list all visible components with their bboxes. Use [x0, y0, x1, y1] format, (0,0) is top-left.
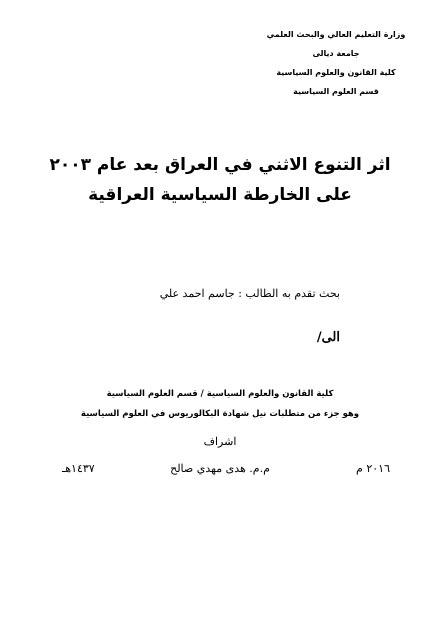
- submission-statement: [40, 384, 400, 424]
- supervisor-name: م.م. هدى مهدي صالح: [170, 462, 270, 475]
- title-line-1: اثر التنوع الاثني في العراق بعد عام ٢٠٠٣: [49, 155, 391, 175]
- thesis-title: [20, 150, 420, 210]
- submission-line-2: وهو جزء من متطلبات نيل شهادة البكالوريوس في العلوم السياسية: [80, 409, 360, 419]
- supervision-label: اشراف: [203, 435, 237, 448]
- college-name: كلية القانون والعلوم السياسية: [276, 68, 396, 77]
- researcher-line: بحث تقدم به الطالب : جاسم احمد علي: [159, 287, 340, 300]
- institution-header: [256, 30, 416, 106]
- signature-row: [50, 462, 390, 482]
- hijri-date: ١٤٣٧هـ: [62, 462, 95, 475]
- title-line-2: على الخارطة السياسية العراقية: [88, 185, 352, 205]
- addressee-label: الى/: [316, 330, 340, 345]
- submission-line-1: كلية القانون والعلوم السياسية / قسم العلوم السياسية: [106, 389, 334, 399]
- gregorian-date: ٢٠١٦ م: [356, 462, 390, 475]
- department-name: قسم العلوم السياسية: [293, 87, 379, 96]
- university-name: جامعة ديالى: [312, 49, 360, 58]
- ministry-name: وزارة التعليم العالي والبحث العلمي: [266, 30, 406, 39]
